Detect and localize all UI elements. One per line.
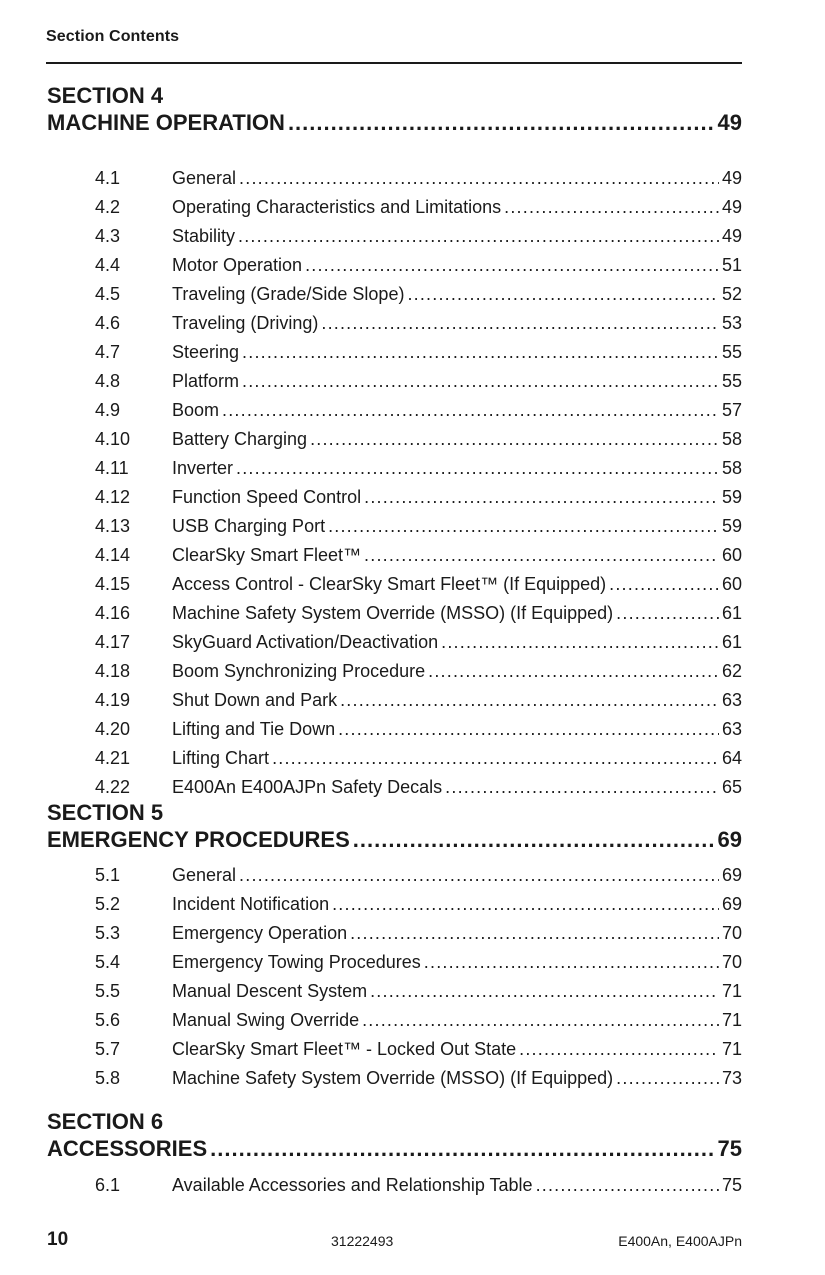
entry-page-number: 49 [721,226,742,246]
dot-leader [350,919,719,948]
entry-page-number: 64 [721,748,742,768]
dot-leader [609,570,719,599]
dot-leader [407,280,719,309]
dot-leader [328,512,719,541]
entry-number: 5.2 [95,894,121,914]
dot-leader [364,483,719,512]
entry-number: 4.19 [95,690,131,710]
section-title-line[interactable] [47,109,742,137]
toc-entry[interactable] [95,425,742,454]
section-title: EMERGENCY PROCEDURES [47,827,350,852]
entry-title: Operating Characteristics and Limitations [172,197,502,217]
entry-page-number: 57 [721,400,742,420]
entry-page-number: 61 [721,632,742,652]
entry-title: Manual Swing Override [172,1010,360,1030]
entry-number: 4.12 [95,487,131,507]
entry-title: General [172,865,237,885]
page-header-title: Section Contents [46,28,180,45]
toc-entry[interactable] [95,919,742,948]
entry-title: Access Control - ClearSky Smart Fleet™ (If Equipped) [172,574,607,594]
entry-page-number: 60 [721,574,742,594]
header-divider [46,62,742,64]
toc-entry[interactable] [95,396,742,425]
entry-page-number: 60 [721,545,742,565]
entry-title: Manual Descent System [172,981,368,1001]
entry-number: 5.5 [95,981,121,1001]
entry-page-number: 75 [721,1175,742,1195]
entry-page-number: 73 [721,1068,742,1088]
dot-leader [242,367,719,396]
entry-title: Machine Safety System Override (MSSO) (If Equipped) [172,603,614,623]
entry-number: 4.3 [95,226,121,246]
entry-number: 4.8 [95,371,121,391]
section-title-line[interactable] [47,826,742,854]
toc-entry[interactable] [95,1171,742,1200]
toc-entry[interactable] [95,861,742,890]
dot-leader [519,1035,719,1064]
dot-leader [238,222,719,251]
entry-title: ClearSky Smart Fleet™ [172,545,362,565]
entry-title: Motor Operation [172,255,303,275]
toc-entry[interactable] [95,948,742,977]
entry-title: Lifting Chart [172,748,270,768]
entry-number: 4.20 [95,719,131,739]
toc-entry[interactable] [95,541,742,570]
toc-entry[interactable] [95,890,742,919]
dot-leader [536,1171,719,1200]
toc-entry[interactable] [95,483,742,512]
entry-page-number: 59 [721,516,742,536]
dot-leader [305,251,719,280]
entry-number: 4.16 [95,603,131,623]
entry-number: 4.11 [95,458,129,478]
entry-title: Traveling (Grade/Side Slope) [172,284,405,304]
toc-entry[interactable] [95,570,742,599]
dot-leader [288,109,715,137]
toc-entry[interactable] [95,628,742,657]
entry-title: Platform [172,371,240,391]
dot-leader [616,1064,719,1093]
toc-entry[interactable] [95,686,742,715]
section-page-number: 49 [717,110,742,135]
entry-number: 4.9 [95,400,121,420]
section-page-number: 75 [717,1136,742,1161]
dot-leader [210,1135,714,1163]
entry-title: USB Charging Port [172,516,326,536]
entry-number: 4.13 [95,516,131,536]
entry-page-number: 61 [721,603,742,623]
dot-leader [236,454,719,483]
entry-title: SkyGuard Activation/Deactivation [172,632,439,652]
entry-title: Lifting and Tie Down [172,719,336,739]
dot-leader [338,715,719,744]
entry-page-number: 69 [721,894,742,914]
entry-number: 4.10 [95,429,131,449]
toc-entry[interactable] [95,338,742,367]
entry-page-number: 69 [721,865,742,885]
entry-number: 4.6 [95,313,121,333]
section-title: ACCESSORIES [47,1136,208,1161]
toc-entry[interactable] [95,164,742,193]
entry-number: 4.14 [95,545,131,565]
entry-title: Emergency Towing Procedures [172,952,421,972]
dot-leader [272,744,719,773]
dot-leader [370,977,719,1006]
entry-title: Available Accessories and Relationship Table [172,1175,533,1195]
entry-number: 5.3 [95,923,121,943]
dot-leader [441,628,719,657]
section-title-line[interactable] [47,1135,742,1163]
dot-leader [364,541,719,570]
entry-title: Battery Charging [172,429,308,449]
footer-page-number: 10 [47,1229,69,1250]
toc-entry[interactable] [95,512,742,541]
entry-page-number: 71 [721,981,742,1001]
entry-title: Traveling (Driving) [172,313,319,333]
entry-number: 5.6 [95,1010,121,1030]
dot-leader [321,309,719,338]
entry-page-number: 62 [721,661,742,681]
entry-title: Inverter [172,458,234,478]
entry-page-number: 53 [721,313,742,333]
entry-page-number: 59 [721,487,742,507]
entry-page-number: 51 [721,255,742,275]
entry-title: Emergency Operation [172,923,348,943]
entry-page-number: 63 [721,719,742,739]
entry-number: 4.1 [95,168,121,188]
entry-number: 5.7 [95,1039,121,1059]
toc-entry[interactable] [95,773,742,802]
dot-leader [222,396,719,425]
dot-leader [616,599,719,628]
dot-leader [340,686,719,715]
entry-number: 4.7 [95,342,121,362]
entry-number: 4.22 [95,777,131,797]
entry-title: Function Speed Control [172,487,362,507]
entry-title: ClearSky Smart Fleet™ - Locked Out State [172,1039,517,1059]
toc-entry[interactable] [95,222,742,251]
toc-entry[interactable] [95,599,742,628]
dot-leader [353,826,715,854]
entry-title: Boom Synchronizing Procedure [172,661,426,681]
dot-leader [362,1006,719,1035]
toc-entry[interactable] [95,715,742,744]
footer-doc-number: 31222493 [331,1233,394,1249]
entry-page-number: 58 [721,458,742,478]
entry-title: Steering [172,342,240,362]
dot-leader [504,193,719,222]
toc-entry[interactable] [95,309,742,338]
toc-entry[interactable] [95,280,742,309]
entry-title: Machine Safety System Override (MSSO) (If Equipped) [172,1068,614,1088]
entry-number: 4.21 [95,748,131,768]
entry-page-number: 55 [721,371,742,391]
toc-entry[interactable] [95,251,742,280]
entry-title: Incident Notification [172,894,330,914]
entry-title: Shut Down and Park [172,690,338,710]
toc-entry[interactable] [95,657,742,686]
entry-number: 5.8 [95,1068,121,1088]
dot-leader [239,861,719,890]
entry-number: 6.1 [95,1175,121,1195]
section-number: SECTION 6 [47,1109,164,1134]
entry-number: 4.18 [95,661,131,681]
entry-page-number: 65 [721,777,742,797]
dot-leader [424,948,719,977]
entry-page-number: 70 [721,952,742,972]
entry-page-number: 58 [721,429,742,449]
entry-number: 4.4 [95,255,121,275]
entry-number: 5.1 [95,865,121,885]
toc-entry[interactable] [95,1006,742,1035]
entry-page-number: 55 [721,342,742,362]
dot-leader [445,773,719,802]
entry-title: E400An E400AJPn Safety Decals [172,777,443,797]
dot-leader [310,425,719,454]
entry-number: 4.2 [95,197,121,217]
entry-page-number: 52 [721,284,742,304]
section-number: SECTION 4 [47,83,164,108]
toc-entry[interactable] [95,1064,742,1093]
toc-entry[interactable] [95,193,742,222]
toc-entry[interactable] [95,1035,742,1064]
entry-page-number: 49 [721,168,742,188]
entry-title: General [172,168,237,188]
toc-entry[interactable] [95,367,742,396]
entry-title: Boom [172,400,220,420]
entry-page-number: 49 [721,197,742,217]
dot-leader [239,164,719,193]
entry-number: 4.15 [95,574,131,594]
section-number: SECTION 5 [47,800,164,825]
dot-leader [332,890,719,919]
toc-entry[interactable] [95,977,742,1006]
footer-models: E400An, E400AJPn [618,1233,742,1249]
entry-number: 4.5 [95,284,121,304]
entry-page-number: 71 [721,1039,742,1059]
section-title: MACHINE OPERATION [47,110,285,135]
section-page-number: 69 [717,827,742,852]
dot-leader [242,338,719,367]
toc-entry[interactable] [95,744,742,773]
toc-entry[interactable] [95,454,742,483]
entry-number: 5.4 [95,952,121,972]
entry-page-number: 63 [721,690,742,710]
dot-leader [428,657,719,686]
entry-page-number: 70 [721,923,742,943]
entry-number: 4.17 [95,632,131,652]
entry-page-number: 71 [721,1010,742,1030]
entry-title: Stability [172,226,236,246]
